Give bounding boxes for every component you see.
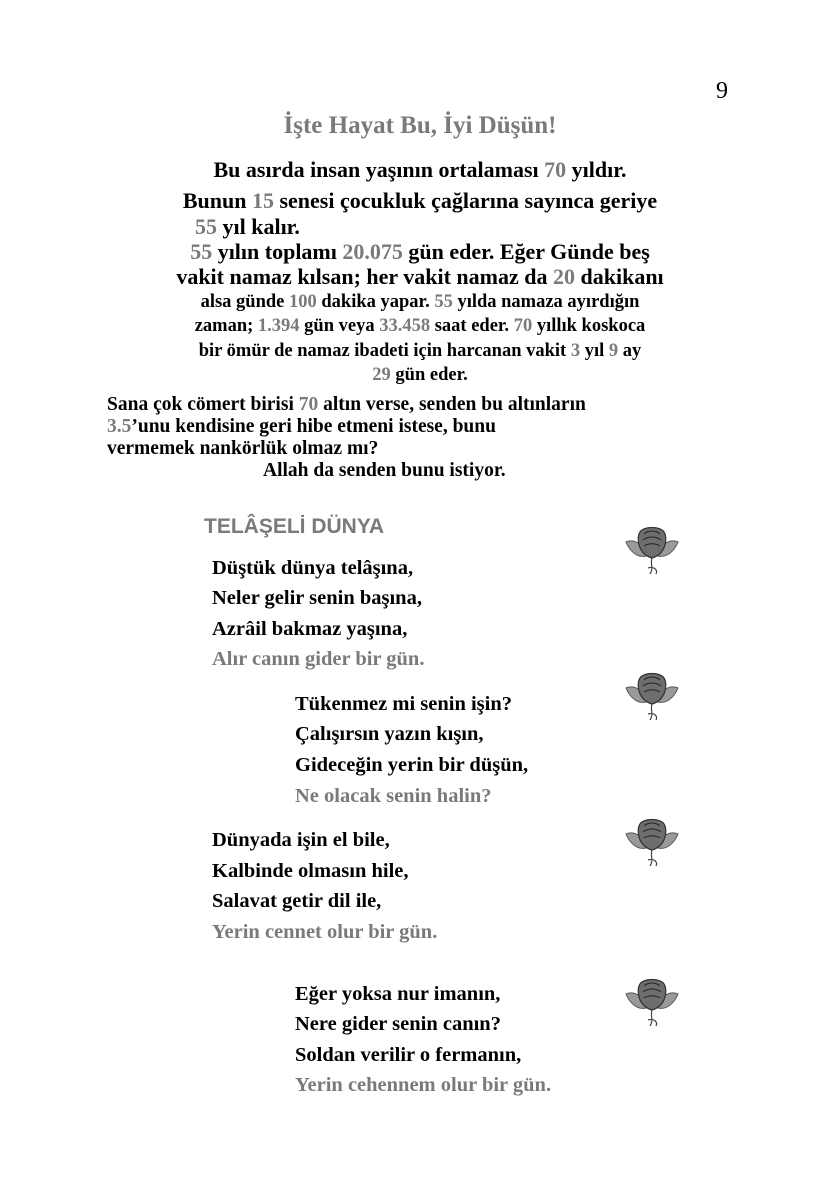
rose-icon [624, 670, 680, 726]
intro-line: Allah da senden bunu istiyor. [263, 460, 506, 481]
intro-line: 55 yıl kalır. [195, 214, 300, 239]
rose-icon [624, 976, 680, 1032]
intro-line: 29 gün eder. [372, 365, 468, 385]
stanza-4-line-4: Yerin cehennem olur bir gün. [295, 1074, 552, 1096]
rose-icon [624, 816, 680, 872]
stanza-3-line-2: Kalbinde olmasın hile, [212, 860, 409, 882]
intro-line: zaman; 1.394 gün veya 33.458 saat eder. 70 yıllık koskoca [194, 316, 646, 336]
stanza-1-line-1: Düştük dünya telâşına, [212, 557, 414, 579]
page-number: 9 [716, 78, 728, 104]
poem-title: TELÂŞELİ DÜNYA [204, 515, 385, 538]
intro-line: 3.5’unu kendisine geri hibe etmeni istese, bunu [107, 416, 496, 437]
stanza-4-line-2: Nere gider senin canın? [295, 1013, 501, 1035]
intro-line: vakit namaz kılsan; her vakit namaz da 20 dakikanı [176, 264, 664, 289]
stanza-3-line-1: Dünyada işin el bile, [212, 829, 390, 851]
stanza-1-line-4: Alır canın gider bir gün. [212, 648, 425, 670]
stanza-1-line-3: Azrâil bakmaz yaşına, [212, 618, 408, 640]
stanza-2-line-4: Ne olacak senin halin? [295, 785, 492, 807]
intro-line: Sana çok cömert birisi 70 altın verse, senden bu altınların [107, 394, 586, 415]
stanza-3-line-4: Yerin cennet olur bir gün. [212, 921, 438, 943]
intro-line: 55 yılın toplamı 20.075 gün eder. Eğer Günde beş [190, 239, 650, 264]
stanza-2-line-3: Gideceğin yerin bir düşün, [295, 754, 529, 776]
stanza-1-line-2: Neler gelir senin başına, [212, 587, 422, 609]
page-title: İşte Hayat Bu, İyi Düşün! [283, 112, 557, 139]
stanza-2-line-1: Tükenmez mi senin işin? [295, 693, 512, 715]
stanza-4-line-3: Soldan verilir o fermanın, [295, 1044, 522, 1066]
intro-line: Bunun 15 senesi çocukluk çağlarına sayınca geriye [182, 188, 658, 213]
intro-line: bir ömür de namaz ibadeti için harcanan vakit 3 yıl 9 ay [198, 341, 642, 361]
stanza-4-line-1: Eğer yoksa nur imanın, [295, 983, 501, 1005]
stanza-3-line-3: Salavat getir dil ile, [212, 890, 382, 912]
intro-line: alsa günde 100 dakika yapar. 55 yılda namaza ayırdığın [200, 292, 640, 312]
rose-icon [624, 524, 680, 580]
intro-line: Bu asırda insan yaşının ortalaması 70 yıldır. [213, 157, 627, 182]
stanza-2-line-2: Çalışırsın yazın kışın, [295, 723, 484, 745]
intro-line: vermemek nankörlük olmaz mı? [107, 438, 379, 459]
